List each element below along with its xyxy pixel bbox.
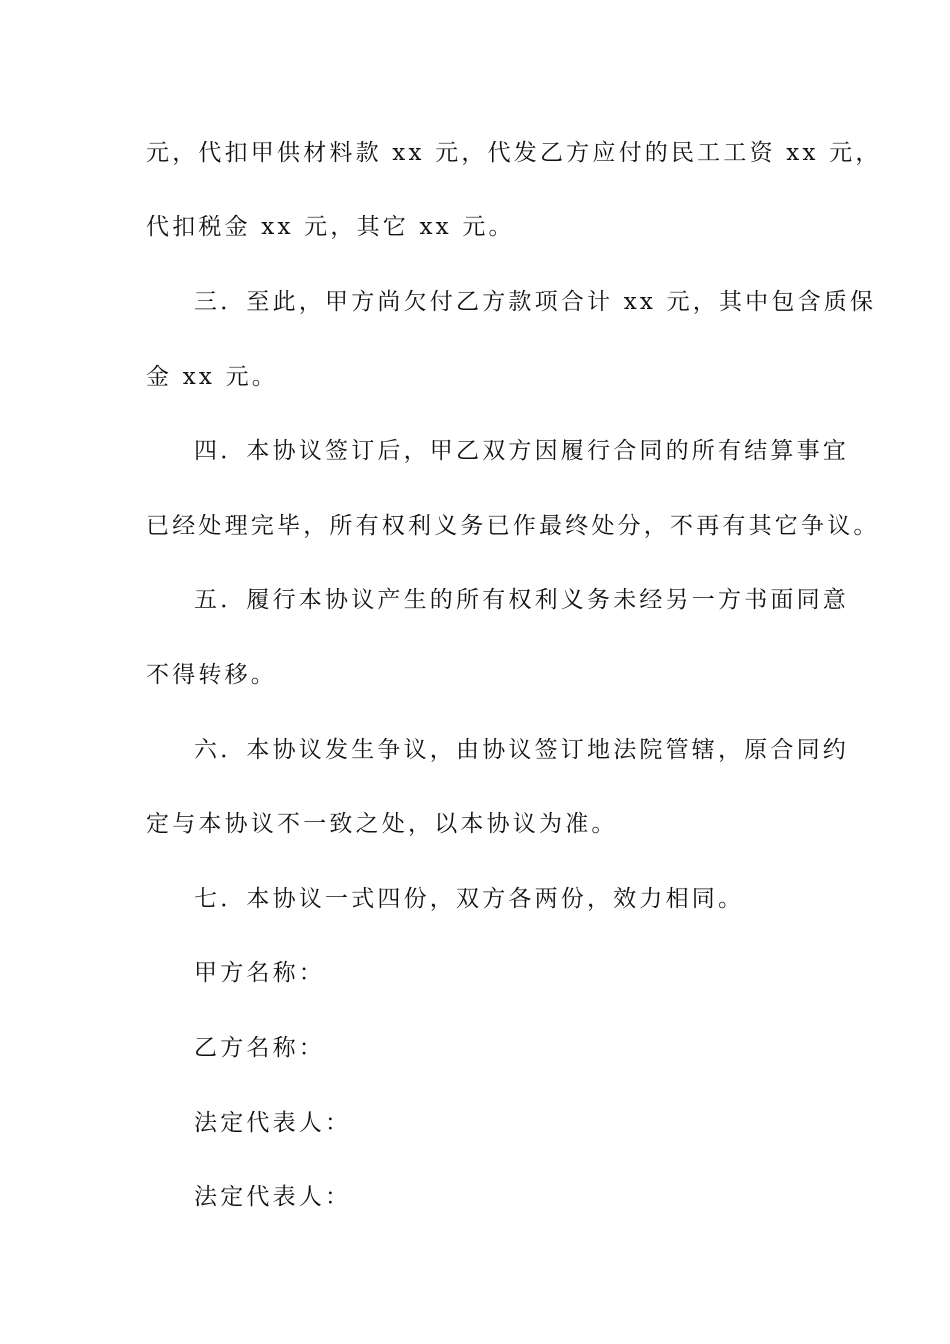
clause-2-text-line-2: 代扣税金 xx 元，其它 xx 元。	[146, 214, 515, 240]
clause-2-text-line-1: 元，代扣甲供材料款 xx 元，代发乙方应付的民工工资 xx 元，	[146, 140, 882, 166]
clause-5-text-line-1: 五．履行本协议产生的所有权利义务未经另一方书面同意	[194, 587, 849, 613]
clause-7-text: 七．本协议一式四份，双方各两份，效力相同。	[194, 886, 745, 912]
legal-representative-label-a: 法定代表人：	[194, 1110, 352, 1136]
clause-4-text-line-2: 已经处理完毕，所有权利义务已作最终处分，不再有其它争议。	[146, 513, 880, 539]
party-b-name-label: 乙方名称：	[194, 1035, 325, 1061]
clause-6-text-line-1: 六．本协议发生争议，由协议签订地法院管辖，原合同约	[194, 737, 849, 763]
clause-4-text-line-1: 四．本协议签订后，甲乙双方因履行合同的所有结算事宜	[194, 438, 849, 464]
clause-6-text-line-2: 定与本协议不一致之处，以本协议为准。	[146, 811, 618, 837]
party-a-name-label: 甲方名称：	[194, 960, 325, 986]
clause-3-text-line-2: 金 xx 元。	[146, 364, 278, 390]
clause-3-text-line-1: 三．至此，甲方尚欠付乙方款项合计 xx 元，其中包含质保	[194, 289, 877, 315]
legal-representative-label-b: 法定代表人：	[194, 1184, 352, 1210]
clause-5-text-line-2: 不得转移。	[146, 662, 277, 688]
